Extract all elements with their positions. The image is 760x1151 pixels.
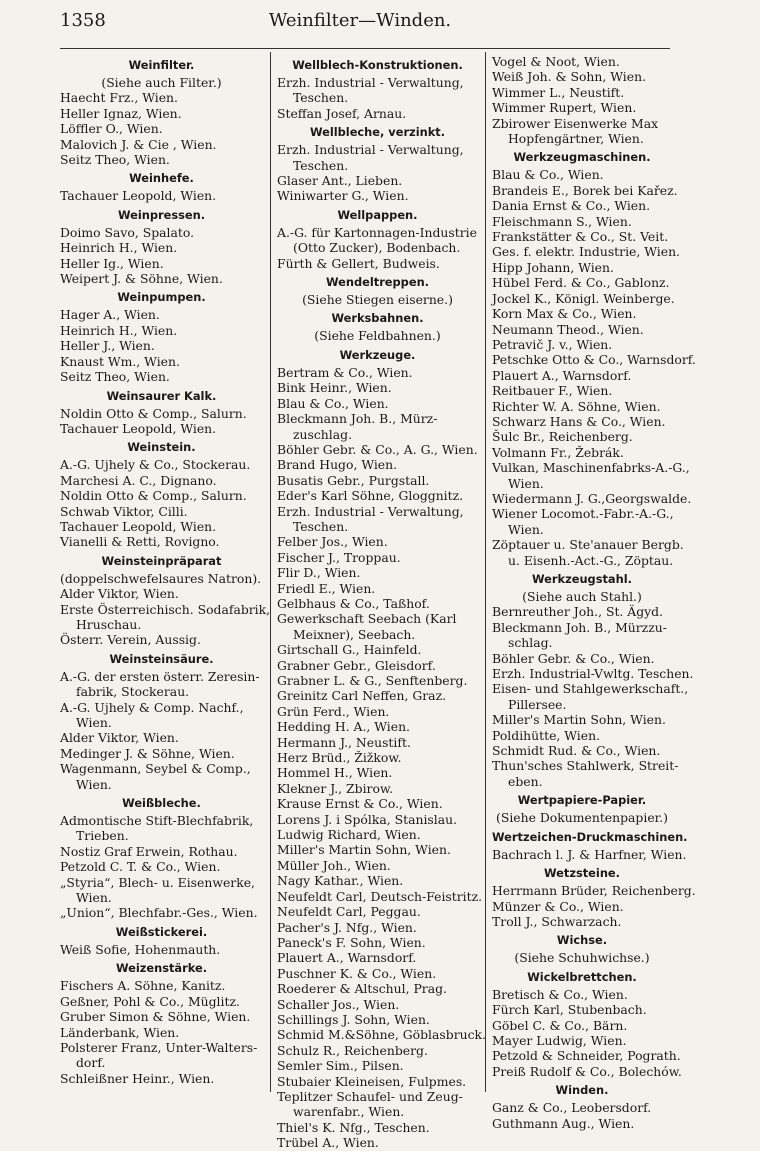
directory-entry: Plauert A., Warnsdorf. [492,367,632,383]
directory-entry: Böhler Gebr. & Co., A. G., Wien. [277,441,478,457]
directory-entry: Šulc Br., Reichenberg. [492,429,633,445]
directory-entry: Schwarz Hans & Co., Wien. [492,413,666,429]
directory-entry: Guthmann Aug., Wien. [492,1115,635,1131]
directory-entry: Girtschall G., Hainfeld. [277,642,422,658]
cross-reference: (Siehe Schuhwichse.) [514,950,650,966]
section-heading: Weißstickerei. [115,924,208,939]
directory-entry: Neufeldt Carl, Deutsch-Feistritz. [277,888,483,904]
section-heading: Wellbleche, verzinkt. [309,125,446,140]
section-heading: Weinpressen. [117,207,206,222]
directory-entry: Hermann J., Neustift. [277,734,411,750]
directory-entry: Semler Sim., Pilsen. [277,1058,404,1074]
section-heading: Wendeltreppen. [325,275,430,290]
section-heading: Wertpapiere-Papier. [517,793,647,808]
directory-entry: „Styria“, Blech- u. Eisenwerke, [60,874,255,890]
directory-entry: Nostiz Graf Erwein, Rothau. [60,843,238,859]
directory-entry: Böhler Gebr. & Co., Wien. [492,650,655,666]
directory-entry: Blau & Co., Wien. [492,167,604,183]
directory-entry: Blau & Co., Wien. [277,395,389,411]
directory-entry: Korn Max & Co., Wien. [492,306,637,322]
directory-entry: Grabner L. & G., Senftenberg. [277,673,468,688]
directory-entry: Zbirower Eisenwerke Max [492,115,659,131]
page-number: 1358 [60,10,106,31]
section-heading: Wellblech-Konstruktionen. [292,58,463,72]
directory-entry: Bleckmann Joh. B., Mürz- [277,411,438,427]
directory-entry: Brand Hugo, Wien. [277,457,398,473]
directory-entry: Schillings J. Sohn, Wien. [277,1011,430,1027]
directory-entry: Paneck's F. Sohn, Wien. [277,934,426,950]
directory-entry: Eder's Karl Söhne, Gloggnitz. [277,488,464,504]
directory-entry: Länderbank, Wien. [60,1024,180,1040]
directory-entry: Schmidt Rud. & Co., Wien. [492,743,661,759]
directory-entry: A.-G. der ersten österr. Zeresin- [60,668,260,684]
directory-entry: Thiel's K. Nfg., Teschen. [277,1119,430,1135]
directory-entry: Hedding H. A., Wien. [277,719,410,735]
directory-entry: Frankstätter & Co., St. Veit. [492,229,669,245]
directory-entry: Pacher's J. Nfg., Wien. [277,919,417,935]
directory-entry: Fischer J., Troppau. [277,549,401,565]
directory-entry: Wagenmann, Seybel & Comp., [60,761,251,777]
directory-entry: Felber Jos., Wien. [277,534,388,550]
directory-entry: Klekner J., Zbirow. [277,780,394,796]
directory-entry: Krause Ernst & Co., Wien. [277,796,443,812]
directory-entry: Wiener Locomot.-Fabr.-A.-G., [492,506,674,522]
directory-entry: „Union“, Blechfabr.-Ges., Wien. [60,905,258,921]
directory-entry: Herz Brüd., Žižkow. [277,750,402,766]
section-heading: Wertzeichen-Druckmaschinen. [492,829,688,844]
directory-entry: Admontische Stift-Blechfabrik, [60,813,254,829]
entry-continuation: Teschen. [293,157,349,173]
directory-entry: Richter W. A. Söhne, Wien. [492,398,661,414]
entry-continuation: Pillersee. [508,696,567,712]
section-heading: Werkzeuge. [339,347,416,362]
directory-entry: Preiß Rudolf & Co., Bolechów. [492,1063,682,1079]
directory-entry: Petzold C. T. & Co., Wien. [60,859,221,875]
entry-continuation: Trieben. [76,828,129,844]
directory-entry: Vulkan, Maschinenfabrks-A.-G., [492,460,690,476]
section-heading: Weinsaurer Kalk. [106,388,217,403]
directory-entry: Geßner, Pohl & Co., Müglitz. [60,993,240,1009]
directory-entry: Erzh. Industrial - Verwaltung, [277,142,464,158]
directory-entry: Österr. Verein, Aussig. [60,632,201,648]
directory-entry: Fürch Karl, Stubenbach. [492,1002,647,1018]
directory-entry: Roederer & Altschul, Prag. [277,981,447,997]
directory-entry: Eisen- und Stahlgewerkschaft., [492,681,689,697]
column-divider [485,52,486,1092]
section-heading: Weinstein. [127,440,196,455]
entry-continuation: u. Eisenh.-Act.-G., Zöptau. [508,552,674,568]
entry-continuation: Hopfengärtner, Wien. [508,131,644,147]
entry-continuation: schlag. [508,635,553,651]
entry-continuation: Wien. [76,715,112,730]
entry-continuation: dorf. [76,1055,106,1071]
directory-entry: Polsterer Franz, Unter-Walters- [60,1039,258,1055]
directory-entry: Heller Ig., Wien. [60,255,164,271]
directory-entry: Friedl E., Wien. [277,580,376,596]
directory-entry: Fleischmann S., Wien. [492,213,632,229]
directory-entry: Haecht Frz., Wien. [60,90,178,106]
section-heading: Weinsteinsäure. [109,651,214,666]
directory-entry: Seitz Theo, Wien. [60,152,170,168]
directory-entry: Troll J., Schwarzach. [492,913,622,929]
section-heading: Wichse. [556,933,608,948]
entry-continuation: Wien. [508,475,544,491]
directory-entry: Doimo Savo, Spalato. [60,224,195,240]
directory-entry: Erste Österreichisch. Sodafabrik, [60,601,271,617]
directory-entry: Glaser Ant., Lieben. [277,173,403,189]
entry-continuation: eben. [508,773,543,789]
section-heading: Werkzeugstahl. [532,572,632,586]
directory-entry: Herrmann Brüder, Reichenberg. [492,883,696,899]
directory-entry: Tachauer Leopold, Wien. [60,188,217,204]
directory-entry: Bink Heinr., Wien. [277,380,392,396]
directory-entry: Jockel K., Königl. Weinberge. [492,290,675,306]
directory-entry: Grabner Gebr., Gleisdorf. [277,657,436,673]
directory-entry: Löffler O., Wien. [60,121,163,137]
directory-entry: Schwab Viktor, Cilli. [60,503,188,519]
directory-entry: Tachauer Leopold, Wien. [60,518,217,534]
section-heading: Weißbleche. [122,796,201,811]
directory-entry: Erzh. Industrial-Vwltg. Teschen. [492,666,694,682]
directory-entry: Steffan Josef, Arnau. [277,105,407,121]
directory-entry: Busatis Gebr., Purgstall. [277,472,430,488]
directory-entry: Weipert J. & Söhne, Wien. [60,271,223,287]
directory-entry: Poldihütte, Wien. [492,727,601,743]
directory-entry: Schaller Jos., Wien. [277,996,400,1012]
directory-entry: Bretisch & Co., Wien. [492,986,628,1002]
directory-entry: Vianelli & Retti, Rovigno. [60,534,220,550]
directory-entry: Knaust Wm., Wien. [60,353,180,369]
directory-entry: A.-G. Ujhely & Comp. Nachf., [60,699,244,715]
directory-entry: Gewerkschaft Seebach (Karl [277,611,457,627]
directory-entry: Erzh. Industrial - Verwaltung, [277,503,464,519]
entry-continuation: Teschen. [293,90,349,106]
directory-entry: Neufeldt Carl, Peggau. [277,904,421,920]
directory-entry: Weiß Joh. & Sohn, Wien. [492,69,647,85]
directory-entry: Dania Ernst & Co., Wien. [492,198,651,214]
directory-entry: Wiedermann J. G.,Georgswalde. [492,490,692,506]
directory-entry: Plauert A., Warnsdorf. [277,950,417,966]
directory-entry: Schleißner Heinr., Wien. [60,1070,215,1086]
directory-entry: Heller J., Wien. [60,338,155,354]
directory-entry: Wimmer L., Neustift. [492,84,625,100]
directory-entry: Petravič J. v., Wien. [492,336,613,352]
directory-entry: Hager A., Wien. [60,307,160,323]
directory-entry: Göbel C. & Co., Bärn. [492,1017,628,1033]
directory-entry: Heller Ignaz, Wien. [60,105,182,121]
directory-entry: Gruber Simon & Söhne, Wien. [60,1009,251,1025]
section-heading: Weinpumpen. [117,290,206,305]
entry-continuation: warenfabr., Wien. [293,1104,405,1120]
directory-entry: Noldin Otto & Comp., Salurn. [60,488,247,504]
directory-entry: Flir D., Wien. [277,565,361,581]
section-heading: Weinhefe. [129,171,194,186]
section-heading: Werksbahnen. [331,311,424,326]
directory-entry: Vogel & Noot, Wien. [492,54,620,69]
cross-reference: (Siehe Dokumentenpapier.) [496,810,668,826]
directory-entry: Fürth & Gellert, Budweis. [277,255,440,271]
directory-entry: Bertram & Co., Wien. [277,364,413,380]
directory-entry: A.-G. für Kartonnagen-Industrie [277,224,477,240]
directory-entry: Hübel Ferd. & Co., Gablonz. [492,275,670,291]
entry-continuation: Wien. [508,521,544,537]
entry-continuation: Wien. [76,776,112,792]
directory-entry: (doppelschwefelsaures Natron). [60,570,262,586]
directory-entry: Stubaier Kleineisen, Fulpmes. [277,1073,467,1089]
section-heading: Wickelbrettchen. [527,969,637,984]
directory-entry: Nagy Kathar., Wien. [277,873,404,889]
header-rule [60,48,670,49]
section-heading: Winden. [555,1083,609,1098]
directory-entry: Alder Viktor, Wien. [60,586,179,602]
directory-entry: Bleckmann Joh. B., Mürzzu- [492,619,667,635]
directory-entry: Trübel A., Wien. [277,1135,379,1151]
directory-entry: Hipp Johann, Wien. [492,259,614,275]
entry-continuation: Meixner), Seebach. [293,626,416,642]
directory-entry: Neumann Theod., Wien. [492,321,644,337]
directory-entry: Müller Joh., Wien. [277,857,391,873]
directory-entry: Miller's Martin Sohn, Wien. [492,712,666,728]
directory-entry: Mayer Ludwig, Wien. [492,1032,627,1048]
cross-reference: (Siehe auch Filter.) [101,75,222,90]
entry-continuation: (Otto Zucker), Bodenbach. [293,240,461,256]
page-title: Weinfilter—Winden. [268,10,452,31]
directory-entry: Bernreuther Joh., St. Ägyd. [492,604,664,620]
directory-entry: Hommel H., Wien. [277,765,393,781]
section-heading: Wellpappen. [337,207,418,222]
directory-entry: Erzh. Industrial - Verwaltung, [277,75,464,90]
section-heading: Werkzeugmaschinen. [513,150,651,165]
directory-entry: Fischers A. Söhne, Kanitz. [60,978,226,994]
directory-entry: Schmid M.&Söhne, Göblasbruck. [277,1027,486,1043]
directory-entry: Petzold & Schneider, Pograth. [492,1048,681,1064]
directory-entry: Weiß Sofie, Hohenmauth. [60,941,221,957]
directory-entry: Schulz R., Reichenberg. [277,1042,428,1058]
column-1 [60,54,271,1086]
directory-entry: Volmann Fr., Žebrák. [492,444,624,460]
entry-continuation: Teschen. [293,518,349,534]
entry-continuation: Wien. [76,890,112,906]
cross-reference: (Siehe Stiegen eiserne.) [302,292,453,308]
column-divider [270,52,271,1092]
directory-entry: Lorens J. i Spólka, Stanislau. [277,811,458,827]
entry-continuation: zuschlag. [293,426,353,442]
directory-entry: Reitbauer F., Wien. [492,383,613,399]
column-2 [277,54,486,1151]
directory-entry: Zöptauer u. Ste'anauer Bergb. [492,537,684,553]
entry-continuation: fabrik, Stockerau. [76,684,190,700]
directory-entry: Petschke Otto & Co., Warnsdorf. [492,352,696,368]
directory-entry: Noldin Otto & Comp., Salurn. [60,405,247,421]
section-heading: Weinsteinpräparat [101,553,222,568]
section-heading: Wetzsteine. [544,866,620,881]
directory-entry: Heinrich H., Wien. [60,240,178,256]
directory-entry: Teplitzer Schaufel- und Zeug- [277,1088,463,1104]
cross-reference: (Siehe Feldbahnen.) [314,328,441,344]
directory-entry: Puschner K. & Co., Wien. [277,965,437,981]
section-heading: Weizenstärke. [115,961,208,976]
directory-entry: Münzer & Co., Wien. [492,898,624,914]
directory-entry: Alder Viktor, Wien. [60,730,179,746]
directory-entry: Gelbhaus & Co., Taßhof. [277,595,430,611]
page-header [60,10,660,36]
directory-entry: Ganz & Co., Leobersdorf. [492,1100,652,1116]
directory-entry: Seitz Theo, Wien. [60,369,170,385]
directory-entry: Brandeis E., Borek bei Kařez. [492,182,678,198]
directory-entry: Tachauer Leopold, Wien. [60,420,217,436]
directory-entry: Greinitz Carl Neffen, Graz. [277,688,447,704]
column-3 [492,54,696,1131]
directory-entry: Heinrich H., Wien. [60,322,178,338]
section-heading: Weinfilter. [128,58,195,72]
directory-entry: Ges. f. elektr. Industrie, Wien. [492,244,680,260]
directory-entry: Grün Ferd., Wien. [277,703,390,719]
cross-reference: (Siehe auch Stahl.) [522,589,642,604]
directory-entry: Medinger J. & Söhne, Wien. [60,745,235,761]
directory-entry: Thun'sches Stahlwerk, Streit- [492,758,679,774]
entry-continuation: Hruschau. [76,616,142,632]
directory-entry: Winiwarter G., Wien. [277,188,409,204]
directory-entry: Wimmer Rupert, Wien. [492,100,637,116]
directory-entry: A.-G. Ujhely & Co., Stockerau. [60,457,251,473]
directory-entry: Ludwig Richard, Wien. [277,827,421,843]
directory-entry: Marchesi A. C., Dignano. [60,472,217,488]
directory-entry: Malovich J. & Cie , Wien. [60,136,217,152]
directory-entry: Miller's Martin Sohn, Wien. [277,842,451,858]
directory-entry: Bachrach l. J. & Harfner, Wien. [492,846,687,862]
